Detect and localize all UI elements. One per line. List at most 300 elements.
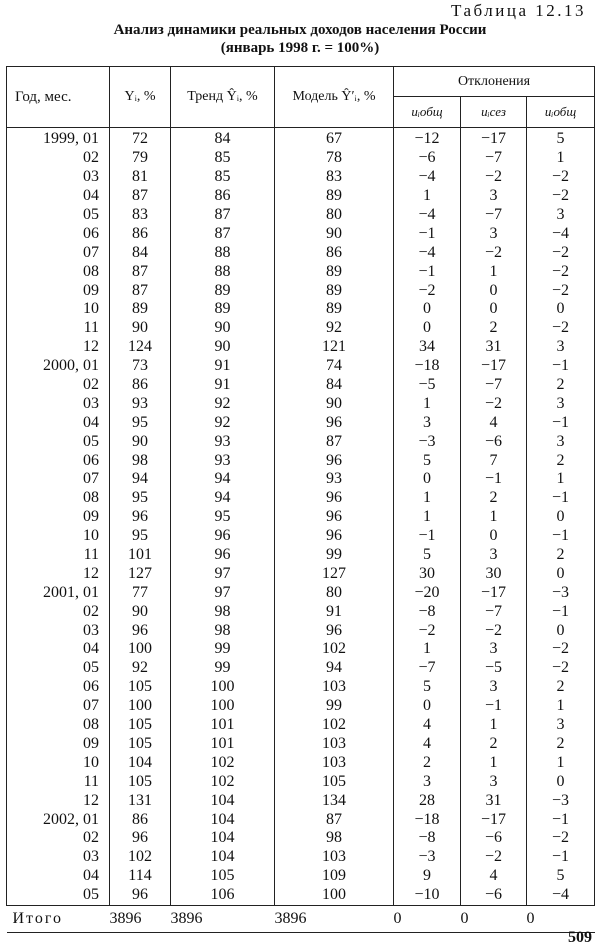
cell-u-total: 0 [394,319,461,338]
cell-actual-y: 92 [110,659,171,678]
table-row [7,243,595,262]
cell-u-seasonal: 1 [461,508,527,527]
cell-u-seasonal: −6 [461,432,527,451]
cell-model: 87 [275,432,394,451]
cell-trend: 89 [171,300,275,319]
cell-period: 12 [7,791,110,810]
table-row [7,772,595,791]
cell-u-seasonal: 31 [461,791,527,810]
cell-period: 10 [7,527,110,546]
cell-actual-y: 101 [110,546,171,565]
table-row [7,735,595,754]
cell-period: 07 [7,697,110,716]
cell-period: 11 [7,772,110,791]
cell-u-total: 5 [394,678,461,697]
cell-u-total: −4 [394,206,461,225]
cell-u-total-2: −1 [527,527,595,546]
cell-u-total-2: 5 [527,128,595,149]
cell-u-total-2: 3 [527,394,595,413]
header-year-month: Год, мес. [7,67,110,128]
cell-u-total-2: −2 [527,168,595,187]
cell-trend: 92 [171,413,275,432]
cell-trend: 106 [171,886,275,905]
cell-actual-y: 105 [110,716,171,735]
cell-u-total: −10 [394,886,461,905]
table-row [7,546,595,565]
table-row [7,829,595,848]
cell-period: 2000, 01 [7,357,110,376]
cell-trend: 98 [171,621,275,640]
cell-model: 96 [275,527,394,546]
total-trend: 3896 [171,905,275,932]
cell-u-total-2: 0 [527,508,595,527]
cell-trend: 88 [171,262,275,281]
cell-u-total: 9 [394,867,461,886]
cell-actual-y: 79 [110,149,171,168]
table-row [7,489,595,508]
cell-trend: 88 [171,243,275,262]
cell-model: 89 [275,187,394,206]
table-row [7,376,595,395]
cell-model: 90 [275,224,394,243]
cell-actual-y: 87 [110,281,171,300]
cell-period: 02 [7,149,110,168]
cell-actual-y: 96 [110,508,171,527]
total-u-total: 0 [394,905,461,932]
cell-actual-y: 131 [110,791,171,810]
cell-u-seasonal: 3 [461,772,527,791]
cell-actual-y: 77 [110,583,171,602]
cell-u-total: −20 [394,583,461,602]
cell-u-total: −1 [394,527,461,546]
cell-u-total: 2 [394,753,461,772]
cell-u-total-2: −2 [527,262,595,281]
cell-actual-y: 90 [110,319,171,338]
table-row [7,357,595,376]
cell-u-total: −2 [394,281,461,300]
cell-u-seasonal: −2 [461,394,527,413]
cell-u-total: −3 [394,848,461,867]
cell-trend: 96 [171,546,275,565]
cell-u-total: 1 [394,187,461,206]
cell-trend: 85 [171,149,275,168]
cell-period: 09 [7,281,110,300]
cell-trend: 92 [171,394,275,413]
cell-period: 02 [7,376,110,395]
cell-u-seasonal: 3 [461,187,527,206]
cell-trend: 94 [171,489,275,508]
cell-u-seasonal: −7 [461,206,527,225]
cell-trend: 89 [171,281,275,300]
cell-trend: 86 [171,187,275,206]
cell-u-total-2: 3 [527,432,595,451]
cell-trend: 104 [171,810,275,829]
cell-actual-y: 86 [110,376,171,395]
cell-trend: 91 [171,376,275,395]
cell-period: 2002, 01 [7,810,110,829]
cell-u-total-2: 0 [527,300,595,319]
table-row [7,621,595,640]
cell-model: 103 [275,678,394,697]
cell-u-total: 4 [394,735,461,754]
cell-actual-y: 89 [110,300,171,319]
cell-model: 90 [275,394,394,413]
cell-actual-y: 73 [110,357,171,376]
table-row [7,470,595,489]
table-row [7,602,595,621]
cell-model: 91 [275,602,394,621]
cell-u-total-2: −1 [527,413,595,432]
cell-u-total: 3 [394,772,461,791]
cell-period: 07 [7,243,110,262]
cell-actual-y: 95 [110,527,171,546]
cell-period: 05 [7,886,110,905]
cell-u-seasonal: −1 [461,470,527,489]
cell-u-total: −1 [394,262,461,281]
cell-model: 103 [275,848,394,867]
cell-model: 93 [275,470,394,489]
cell-u-seasonal: 3 [461,640,527,659]
table-row [7,583,595,602]
cell-period: 05 [7,432,110,451]
table-row [7,886,595,905]
cell-actual-y: 127 [110,564,171,583]
cell-u-total-2: 1 [527,149,595,168]
cell-u-total: 5 [394,546,461,565]
cell-u-seasonal: 3 [461,546,527,565]
cell-u-total: 1 [394,489,461,508]
table-row [7,640,595,659]
cell-model: 102 [275,716,394,735]
cell-period: 04 [7,867,110,886]
cell-trend: 101 [171,735,275,754]
cell-u-total: −1 [394,224,461,243]
cell-actual-y: 105 [110,772,171,791]
header-u-total: uᵢобщ [394,97,461,128]
cell-trend: 84 [171,128,275,149]
table-row [7,187,595,206]
cell-period: 06 [7,224,110,243]
cell-actual-y: 124 [110,338,171,357]
cell-u-seasonal: 7 [461,451,527,470]
cell-period: 06 [7,451,110,470]
cell-model: 94 [275,659,394,678]
cell-model: 121 [275,338,394,357]
cell-u-total-2: 5 [527,867,595,886]
cell-model: 89 [275,281,394,300]
cell-u-total-2: −2 [527,243,595,262]
cell-u-total: −3 [394,432,461,451]
cell-u-total-2: 1 [527,470,595,489]
cell-model: 89 [275,262,394,281]
cell-u-seasonal: −6 [461,829,527,848]
cell-period: 12 [7,338,110,357]
cell-trend: 85 [171,168,275,187]
cell-u-total: 30 [394,564,461,583]
table-row [7,394,595,413]
cell-trend: 90 [171,319,275,338]
cell-trend: 101 [171,716,275,735]
cell-u-total-2: 3 [527,716,595,735]
cell-u-seasonal: −7 [461,602,527,621]
cell-model: 86 [275,243,394,262]
cell-trend: 98 [171,602,275,621]
cell-trend: 93 [171,451,275,470]
header-u-total-2: uᵢобщ [527,97,595,128]
cell-u-seasonal: −17 [461,357,527,376]
cell-model: 96 [275,621,394,640]
table-row [7,564,595,583]
cell-model: 98 [275,829,394,848]
cell-u-seasonal: −17 [461,128,527,149]
cell-u-total: −18 [394,810,461,829]
cell-period: 04 [7,187,110,206]
cell-u-total-2: −3 [527,583,595,602]
table-row [7,319,595,338]
cell-trend: 87 [171,206,275,225]
cell-trend: 93 [171,432,275,451]
cell-model: 134 [275,791,394,810]
cell-u-total-2: −2 [527,319,595,338]
cell-u-total-2: 0 [527,621,595,640]
table-row [7,432,595,451]
table-row [7,206,595,225]
table-row [7,149,595,168]
cell-trend: 100 [171,678,275,697]
cell-model: 109 [275,867,394,886]
cell-trend: 104 [171,791,275,810]
cell-model: 80 [275,583,394,602]
cell-u-seasonal: −17 [461,810,527,829]
table-row [7,659,595,678]
cell-u-total: 34 [394,338,461,357]
cell-trend: 99 [171,640,275,659]
cell-period: 10 [7,300,110,319]
table-row [7,697,595,716]
cell-actual-y: 95 [110,489,171,508]
cell-u-total-2: 1 [527,753,595,772]
cell-actual-y: 86 [110,224,171,243]
table-row [7,168,595,187]
cell-model: 99 [275,697,394,716]
total-label: Итого [7,905,110,932]
cell-model: 99 [275,546,394,565]
cell-u-total-2: −1 [527,848,595,867]
cell-actual-y: 83 [110,206,171,225]
cell-trend: 90 [171,338,275,357]
total-u-total-2: 0 [527,905,595,932]
header-u-seasonal: uᵢсез [461,97,527,128]
table-row [7,753,595,772]
cell-u-seasonal: 3 [461,678,527,697]
cell-actual-y: 96 [110,829,171,848]
cell-period: 1999, 01 [7,128,110,149]
cell-period: 2001, 01 [7,583,110,602]
cell-u-seasonal: 31 [461,338,527,357]
cell-trend: 95 [171,508,275,527]
cell-period: 05 [7,206,110,225]
cell-actual-y: 95 [110,413,171,432]
cell-u-seasonal: 1 [461,753,527,772]
header-trend: Тренд Ŷᵢ, % [171,67,275,128]
cell-actual-y: 105 [110,735,171,754]
cell-period: 04 [7,413,110,432]
cell-u-seasonal: −2 [461,168,527,187]
total-y: 3896 [110,905,171,932]
table-row [7,262,595,281]
cell-u-total-2: 0 [527,564,595,583]
table-row [7,716,595,735]
header-deviations: Отклонения [394,67,595,97]
cell-u-seasonal: −2 [461,243,527,262]
cell-actual-y: 100 [110,640,171,659]
table-row [7,338,595,357]
cell-period: 03 [7,168,110,187]
cell-u-total-2: 2 [527,376,595,395]
cell-u-total: −6 [394,149,461,168]
cell-u-total: 0 [394,300,461,319]
table-row [7,508,595,527]
cell-trend: 104 [171,829,275,848]
cell-trend: 104 [171,848,275,867]
cell-u-total-2: −2 [527,659,595,678]
cell-u-total-2: 1 [527,697,595,716]
cell-model: 78 [275,149,394,168]
cell-u-total-2: −3 [527,791,595,810]
cell-u-total-2: 2 [527,735,595,754]
table-row [7,300,595,319]
cell-actual-y: 90 [110,602,171,621]
cell-u-total-2: 2 [527,451,595,470]
cell-u-total: −4 [394,243,461,262]
cell-u-seasonal: 30 [461,564,527,583]
cell-u-total-2: −4 [527,224,595,243]
cell-u-total: 0 [394,470,461,489]
cell-u-seasonal: 2 [461,319,527,338]
total-model: 3896 [275,905,394,932]
cell-u-total-2: 3 [527,338,595,357]
cell-model: 80 [275,206,394,225]
page-number: 509 [568,929,592,946]
cell-model: 105 [275,772,394,791]
cell-u-total: 28 [394,791,461,810]
income-dynamics-table [6,66,595,933]
cell-actual-y: 102 [110,848,171,867]
cell-u-total: −18 [394,357,461,376]
cell-u-seasonal: −5 [461,659,527,678]
table-body [7,128,595,906]
cell-actual-y: 84 [110,243,171,262]
cell-trend: 102 [171,753,275,772]
cell-period: 05 [7,659,110,678]
cell-u-seasonal: 3 [461,224,527,243]
cell-model: 96 [275,451,394,470]
cell-actual-y: 81 [110,168,171,187]
total-row [7,905,595,932]
cell-period: 02 [7,602,110,621]
cell-period: 08 [7,262,110,281]
table-row [7,810,595,829]
cell-actual-y: 114 [110,867,171,886]
header-model: Модель Ŷ′ᵢ, % [275,67,394,128]
cell-actual-y: 100 [110,697,171,716]
cell-trend: 87 [171,224,275,243]
cell-period: 11 [7,319,110,338]
cell-period: 03 [7,394,110,413]
cell-actual-y: 72 [110,128,171,149]
cell-u-total-2: 3 [527,206,595,225]
cell-model: 127 [275,564,394,583]
cell-u-seasonal: 1 [461,262,527,281]
cell-u-seasonal: −6 [461,886,527,905]
cell-trend: 94 [171,470,275,489]
cell-u-total: −12 [394,128,461,149]
cell-model: 74 [275,357,394,376]
table-subtitle: (январь 1998 г. = 100%) [220,40,380,56]
table-row [7,128,595,149]
cell-period: 09 [7,735,110,754]
cell-u-seasonal: 4 [461,413,527,432]
table-row [7,224,595,243]
cell-u-total-2: −1 [527,810,595,829]
table-row [7,281,595,300]
cell-u-seasonal: 2 [461,489,527,508]
cell-u-total: −4 [394,168,461,187]
table-row [7,527,595,546]
cell-model: 102 [275,640,394,659]
cell-model: 67 [275,128,394,149]
table-row [7,791,595,810]
cell-trend: 97 [171,583,275,602]
header-actual-income: Yᵢ, % [110,67,171,128]
cell-model: 103 [275,753,394,772]
cell-period: 03 [7,621,110,640]
cell-u-total: −8 [394,829,461,848]
cell-u-total: 5 [394,451,461,470]
cell-u-total: −8 [394,602,461,621]
cell-u-total-2: −2 [527,829,595,848]
cell-actual-y: 87 [110,262,171,281]
cell-u-total-2: −1 [527,489,595,508]
cell-u-total-2: −2 [527,281,595,300]
cell-period: 08 [7,716,110,735]
cell-actual-y: 86 [110,810,171,829]
cell-u-seasonal: −7 [461,149,527,168]
cell-u-total: −5 [394,376,461,395]
cell-u-seasonal: 0 [461,281,527,300]
cell-u-seasonal: 1 [461,716,527,735]
cell-actual-y: 94 [110,470,171,489]
cell-u-total: 4 [394,716,461,735]
cell-u-total: −7 [394,659,461,678]
table-number-label: Таблица 12.13 [451,1,586,20]
cell-u-total-2: −2 [527,187,595,206]
cell-u-total-2: 0 [527,772,595,791]
cell-model: 100 [275,886,394,905]
cell-u-total-2: 2 [527,678,595,697]
cell-u-seasonal: −1 [461,697,527,716]
cell-u-total: 0 [394,697,461,716]
cell-model: 96 [275,489,394,508]
cell-model: 96 [275,508,394,527]
table-title: Анализ динамики реальных доходов населения России [113,22,487,38]
cell-u-total: −2 [394,621,461,640]
cell-trend: 96 [171,527,275,546]
cell-u-total-2: −2 [527,640,595,659]
cell-trend: 91 [171,357,275,376]
cell-actual-y: 98 [110,451,171,470]
cell-u-total-2: −1 [527,602,595,621]
